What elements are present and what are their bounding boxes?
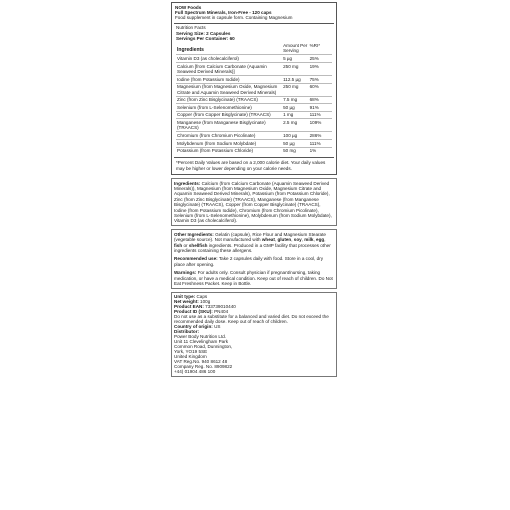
product-id-value: PN404 — [214, 309, 229, 315]
recommended-use-label: Recommended use: — [174, 256, 218, 262]
product-label-sheet — [171, 2, 337, 377]
nutrient-ri: 25% — [309, 56, 319, 62]
distributor-line: VAT Reg.No. 940 8612 48 — [174, 359, 228, 365]
ingredients-label: Ingredients: — [174, 180, 201, 186]
disclaimer-text: Do not use as a substitute for a balanced and varied diet. Do not exceed the recommended daily dose. Keep out of reach of children. — [174, 314, 329, 325]
serving-size: Serving Size: 2 Capsules — [176, 30, 231, 36]
distributor-line: United Kingdom — [174, 354, 207, 360]
nutrient-row — [176, 96, 332, 104]
nutrient-name: Molybdenum (from Sodium Molybdate) — [177, 140, 257, 146]
nutrient-name: Copper (from Copper Bisglycinate) (TRAACS) — [177, 112, 271, 118]
info-block — [171, 229, 337, 289]
nutrient-ri: 109% — [309, 120, 322, 125]
nutrition-facts — [174, 23, 334, 155]
distributor-line: York, YO19 5SE — [174, 349, 208, 355]
nutrient-amount: 250 mg — [283, 63, 299, 69]
nutrient-ri: 111% — [309, 140, 321, 146]
allergen-or: or — [183, 242, 188, 248]
product-ean-value: 733739010440 — [205, 304, 236, 310]
nutrient-row — [176, 55, 332, 63]
nutrient-amount: 50 mg — [283, 148, 296, 154]
nutrient-name: Calcium [from Calcium Carbonate (Aquamin Seaweed Derived Minerals)] — [177, 63, 267, 75]
nutrient-ri: 60% — [309, 84, 319, 90]
nutrient-amount: 250 mg — [283, 84, 299, 90]
allergen-soy: soy — [293, 237, 302, 243]
ingredients-block — [171, 178, 337, 226]
allergen-wheat: wheat — [261, 237, 275, 243]
nutrient-amount: 112.5 µg — [283, 76, 301, 82]
nutrient-ri: 91% — [309, 104, 319, 110]
unit-type-value: Caps — [196, 294, 208, 300]
ingredients-list: Calcium (from Calcium Carbonate (Aquamin Seaweed Derived Minerals)), Magnesium (from Magnesium Oxide, Magnesium Citrate and Aquamin Seaweed Derived Minerals), Potassium (from Potassium Chloride), Zinc (from Zinc Bisglycinate) (TRAACS), Manganese (from Manganese Bisglycinate) (TRAACS), Copper (from Copper Bisglycinate) (TRAACS), Iodine (from Potassium Iodide), Chromium (from Chromium Picolinate), Selenium (from L-Selenomethionine), Molybdenum (from Sodium Molybdate), Vitamin D3 (as cholecalciferol). — [174, 180, 332, 224]
allergen-milk: milk — [304, 237, 314, 243]
other-ingredients-text-a: Gelatin (capsule), Rice Flour and Magnesium Stearate (vegetable source). Not manufactured with — [174, 231, 326, 243]
nutrient-ri: 19% — [309, 63, 319, 69]
unit-type-label: Unit type: — [174, 294, 196, 300]
other-ingredients-label: Other Ingredients: — [174, 231, 214, 237]
nutrient-row — [176, 63, 332, 76]
nutrient-ri: 1% — [309, 148, 317, 154]
nutrient-name: Potassium (from Potassium Chloride) — [177, 148, 254, 154]
country-label: Country of origin: — [174, 324, 213, 330]
product-name: Full Spectrum Minerals, Iron-Free - 120 caps — [175, 9, 272, 15]
brand-name: NOW Foods — [175, 4, 202, 10]
nutrient-row — [176, 111, 332, 119]
allergen-gluten: gluten — [277, 237, 292, 243]
country-value: US — [214, 324, 221, 330]
other-ingredients: Other Ingredients: Gelatin (capsule), Rice Flour and Magnesium Stearate (vegetable source). Not manufactured with wheat, gluten, soy, milk, egg, fish or shellfish ingredients. Produced in a GMP facility that processes other ingredients containing these allergens. — [174, 231, 331, 253]
nutrient-name: Iodine (from Potassium Iodide) — [177, 76, 240, 82]
nutrient-row — [176, 140, 332, 148]
nutrient-amount: 50 µg — [283, 140, 295, 146]
nutrition-panel — [171, 2, 337, 175]
nutrition-table-body — [176, 55, 332, 154]
distributor-line: Power Body Nutrition Ltd. — [174, 334, 227, 340]
nutrient-ri: 286% — [309, 133, 322, 138]
distributor-line: Company Reg. No. 8909822 — [174, 364, 233, 370]
warnings-label: Warnings: — [174, 270, 197, 276]
nutrition-table-header — [176, 42, 332, 55]
product-details-block — [171, 292, 337, 377]
net-weight-value: 100g — [200, 299, 211, 305]
product-id-label: Product ID (SKU): — [174, 309, 213, 315]
nutrient-row — [176, 147, 332, 154]
allergen-fish: fish — [174, 242, 183, 248]
nutrient-amount: 2.5 mg — [283, 120, 298, 125]
servings-per-container: Servings Per Container: 60 — [176, 36, 235, 42]
allergen-egg: egg — [316, 237, 325, 243]
product-header — [174, 4, 334, 21]
nutrient-ri: 111% — [309, 112, 321, 118]
nutrient-name: Magnesium (from Magnesium Oxide, Magnesium Citrate and Aquamin Seaweed Derived Minerals) — [177, 84, 278, 95]
nutrient-ri: 68% — [309, 97, 319, 103]
recommended-use-text: Take 2 capsules daily with food. Store in a cool, dry place after opening. — [174, 256, 324, 267]
nutrient-name: Zinc (from Zinc Bisglycinate) (TRAACS) — [177, 97, 258, 103]
distributor-line: +44) 01904 486 100 — [174, 369, 216, 375]
nutrition-table — [176, 42, 332, 154]
nutrient-amount: 1 mg — [283, 112, 294, 118]
nutrient-name: Vitamin D3 (as cholecalciferol) — [177, 56, 239, 62]
nutrient-name: Selenium (from L-Selenomethionine) — [177, 104, 252, 110]
nutrient-amount: 50 µg — [283, 104, 295, 110]
nutrient-amount: 100 µg — [283, 133, 298, 138]
warnings — [174, 270, 334, 286]
nutrient-name: Manganese (from Manganese Bisglycinate) (TRAACS) — [177, 120, 266, 131]
warnings-text: For adults only. Consult physician if pregnant/nursing, taking medication, or have a medical condition. Keep out of reach of children. Do Not Eat Freshness Packet. Keep in Bottle. — [174, 270, 333, 286]
nutrient-name: Chromium (from Chromium Picolinate) — [177, 133, 256, 138]
nutrition-facts-title: Nutrition Facts — [176, 25, 206, 31]
col-ri-header: %RI* — [309, 43, 321, 49]
recommended-use — [174, 256, 334, 267]
nutrient-row — [176, 83, 332, 96]
net-weight-label: Net weight: — [174, 299, 199, 305]
distributor-address — [174, 334, 334, 374]
nutrient-row — [176, 132, 332, 140]
daily-value-footnote: *Percent Daily Values are based on a 2,000 calorie diet. Your daily values may be higher or lower depending on your calorie needs. — [174, 157, 334, 173]
nutrient-amount: 5 µg — [283, 56, 293, 62]
nutrient-ri: 75% — [309, 76, 319, 82]
col-amount-header: Amount Per Serving — [283, 43, 308, 54]
col-ingredients-header: Ingredients — [177, 47, 204, 54]
product-description: Food supplement in capsule form. Containing Magnesium — [175, 15, 293, 21]
nutrient-row — [176, 119, 332, 132]
other-ingredients-text-b: ingredients. Produced in a GMP facility that processes other ingredients containing these allergens. — [174, 242, 331, 253]
nutrient-row — [176, 104, 332, 112]
nutrient-amount: 7.5 mg — [283, 97, 298, 103]
ingredients-text — [174, 181, 334, 224]
distributor-line: Unit 11 Clevelingham Park — [174, 339, 229, 345]
distributor-label: Distributor: — [174, 329, 200, 335]
nutrient-row — [176, 76, 332, 84]
allergen-shellfish: shellfish — [188, 242, 208, 248]
product-ean-label: Product EAN: — [174, 304, 204, 310]
distributor-line: Common Road, Dunnington, — [174, 344, 233, 350]
